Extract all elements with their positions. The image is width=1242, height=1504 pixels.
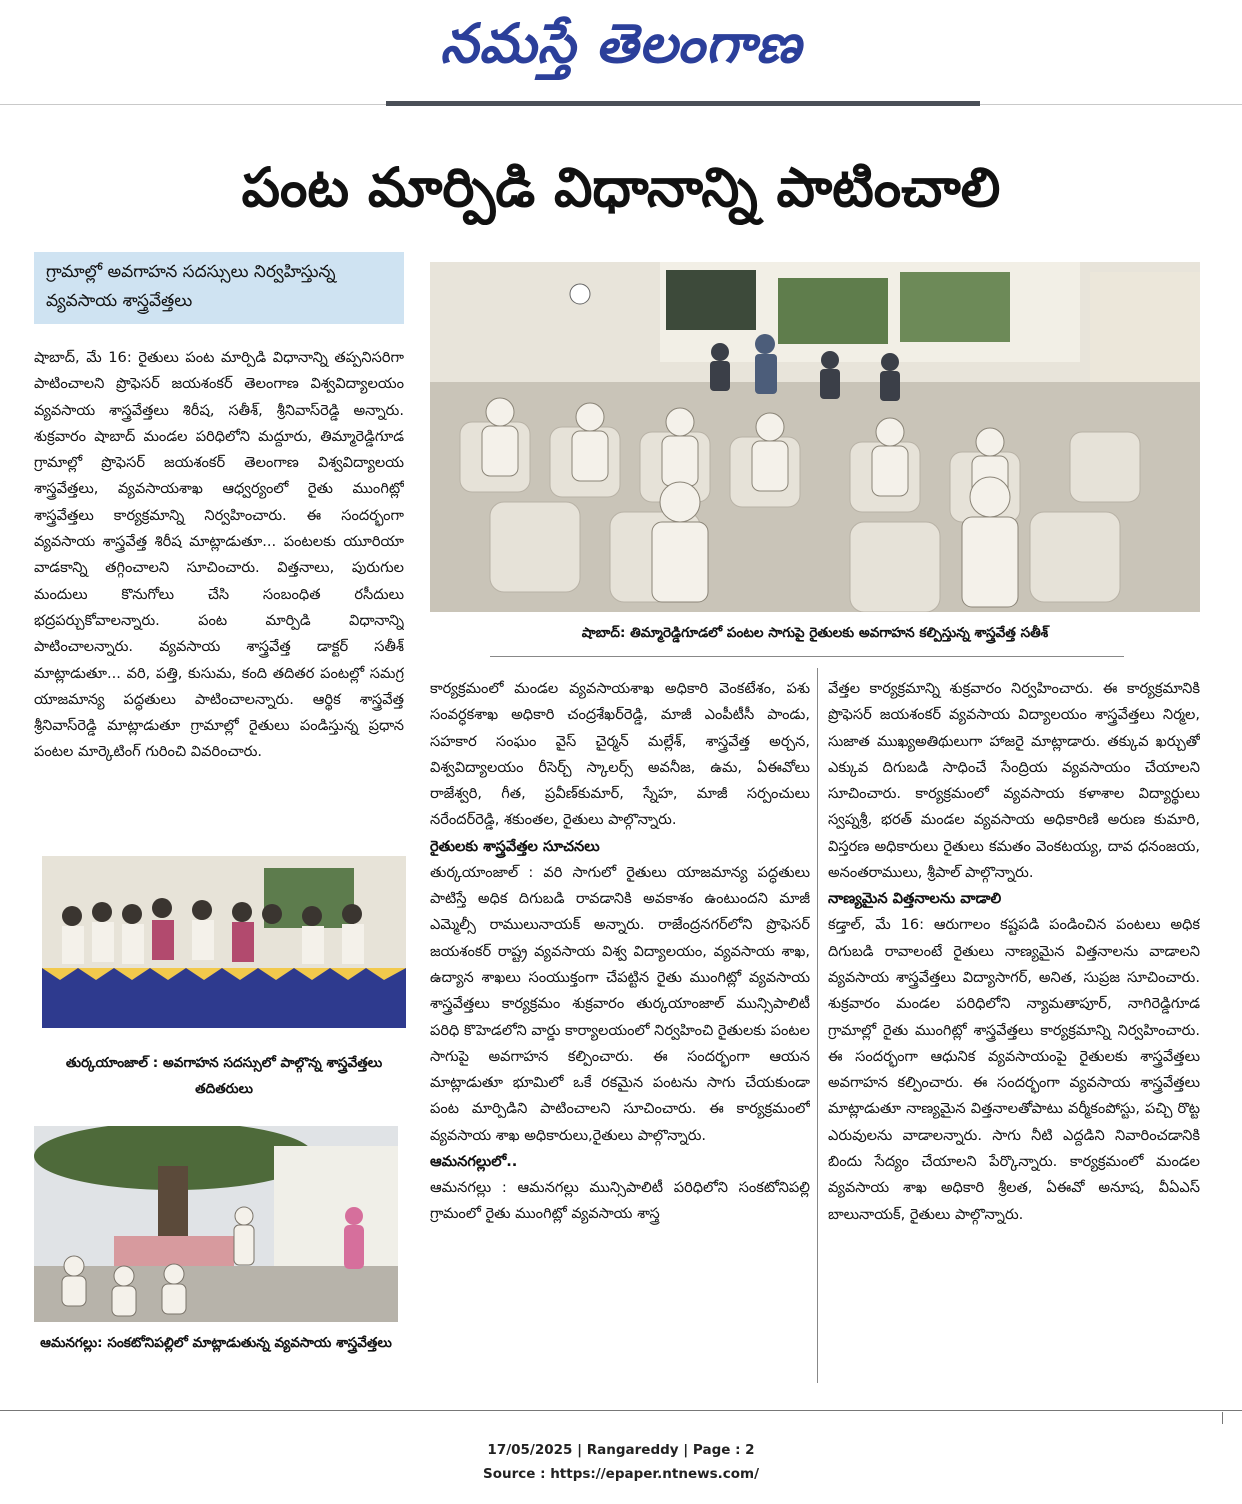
footer <box>0 1438 1242 1486</box>
column-divider <box>817 668 818 1383</box>
main-photo-image <box>430 262 1200 612</box>
photo-amangal-image <box>34 1126 398 1322</box>
photo-turkayamjal <box>42 856 406 1028</box>
column-3-paragraph-2: కడ్తాల్, మే 16: ఆరుగాలం కష్టపడి పండించిన పంటలు అధిక దిగుబడి రావాలంటే రైతులు నాణ్యమైన విత్తనాలను వాడాలని వ్యవసాయ శాస్త్రవేత్తలు విద్యాసాగర్, అనిత, సుప్రజ సూచించారు. శుక్రవారం మండల పరిధిలోని న్యామతాపూర్, నాగిరెడ్డిగూడ గ్రామాల్లో రైతు ముంగిట్లో శాస్త్రవేత్తలు కార్యక్రమాన్ని నిర్వహించారు. ఈ సందర్భంగా ఆధునిక వ్యవసాయంపై రైతులకు శాస్త్రవేత్తలు అవగాహన కల్పించారు. ఈ సందర్భంగా వ్యవసాయ శాస్త్రవేత్తలు మాట్లాడుతూ నాణ్యమైన విత్తనాలతోపాటు వర్మీకంపోస్టు, పచ్చి రొట్ట ఎరువులను వాడాలన్నారు. సాగు నీటి ఎద్దడిని నివారించడానికి బిందు సేద్యం చేయాలని పేర్కొన్నారు. కార్యక్రమంలో మండల వ్యవసాయ శాఖ అధికారి శ్రీలత, ఏఈవో అనూష, వీఏఎస్ బాలునాయక్, రైతులు పాల్గొన్నారు. <box>828 916 1200 1223</box>
photo-turkayamjal-caption: తుర్కయాంజాల్ : అవగాహన సదస్సులో పాల్గొన్న శాస్త్రవేత్తలు తదితరులు <box>65 1055 383 1097</box>
subheadline-box: గ్రామాల్లో అవగాహన సదస్సులు నిర్వహిస్తున్న వ్యవసాయ శాస్త్రవేత్తలు <box>34 252 404 324</box>
headline: పంట మార్పిడి విధానాన్ని పాటించాలి <box>241 156 1001 219</box>
photo-amangal <box>34 1126 398 1322</box>
footer-rule-tick <box>1222 1412 1223 1424</box>
column-2-section-heading-1: రైతులకు శాస్త్రవేత్తల సూచనలు <box>430 837 600 855</box>
footer-source: Source : https://epaper.ntnews.com/ <box>482 1466 760 1482</box>
main-photo-caption: షాబాద్: తిమ్మారెడ్డిగూడలో పంటల సాగుపై రైతులకు అవగాహన కల్పిస్తున్న శాస్త్రవేత్త సతీశ్ <box>581 625 1049 641</box>
masthead <box>0 0 1242 100</box>
article-column-2 <box>430 676 810 1396</box>
column-1-paragraph: షాబాద్, మే 16: రైతులు పంట మార్పిడి విధానాన్ని తప్పనిసరిగా పాటించాలని ప్రొఫెసర్ జయశంకర్ తెలంగాణ విశ్వవిద్యాలయం వ్యవసాయ శాస్త్రవేత్తలు శిరీష, సతీశ్, శ్రీనివాస్‌రెడ్డి అన్నారు. శుక్రవారం షాబాద్ మండల పరిధిలోని మద్దూరు, తిమ్మారెడ్డిగూడ గ్రామాల్లో ప్రొఫెసర్ జయశంకర్ తెలంగాణ విశ్వవిద్యాలయ శాస్త్రవేత్తలు, వ్యవసాయశాఖ ఆధ్వర్యంలో రైతు ముంగిట్లో శాస్త్రవేత్తలు కార్యక్రమాన్ని నిర్వహించారు. ఈ సందర్భంగా వ్యవసాయ శాస్త్రవేత్త శిరీష మాట్లాడుతూ... పంటలకు యూరియా వాడకాన్ని తగ్గించాలని సూచించారు. విత్తనాలు, పురుగుల మందులు కొనుగోలు చేసి సంబంధిత రసీదులు భద్రపర్చుకోవాలన్నారు. పంట మార్పిడి విధానాన్ని పాటించాలన్నారు. వ్యవసాయ శాస్త్రవేత్త డాక్టర్ సతీశ్ మాట్లాడుతూ... వరి, పత్తి, కుసుమ, కంది తదితర పంటల్లో సమగ్ర యాజమాన్య పద్ధతులు పాటించాలన్నారు. ఆర్థిక శాస్త్రవేత్త శ్రీనివాస్‌రెడ్డి మాట్లాడుతూ గ్రామాల్లో రైతులు పండిస్తున్న ప్రధాన పంటల మార్కెటింగ్ గురించి వివరించారు. <box>34 349 404 761</box>
article-column-3 <box>828 676 1200 1376</box>
masthead-rule-accent <box>386 101 980 106</box>
footer-date-edition: 17/05/2025 | Rangareddy | Page : 2 <box>487 1442 755 1458</box>
column-3-paragraph-1: వేత్తల కార్యక్రమాన్ని శుక్రవారం నిర్వహించారు. ఈ కార్యక్రమానికి ప్రొఫెసర్ జయశంకర్ వ్యవసాయ విద్యాలయం శాస్త్రవేత్తలు నిర్మల, సుజాత ముఖ్యఅతిథులుగా హాజరై మాట్లాడారు. తక్కువ ఖర్చుతో ఎక్కువ దిగుబడి సాధించే సేంద్రియ వ్యవసాయం చేయాలని సూచించారు. కార్యక్రమంలో వ్యవసాయ కళాశాల విద్యార్థులు స్వప్నశ్రీ, భరత్ మండల వ్యవసాయ అధికారిణి అరుణ కుమారి, విస్తరణ అధికారులు రైతులు కమతం వెంకటయ్య, దావ ధనంజయ, అనంతరాములు, శ్రీపాల్ పాల్గొన్నారు. <box>828 680 1200 882</box>
caption-divider <box>490 656 1124 657</box>
photo-amangal-caption: ఆమనగల్లు: సంకటోనిపల్లిలో మాట్లాడుతున్న వ్యవసాయ శాస్త్రవేత్తలు <box>40 1335 392 1351</box>
column-2-section-heading-2: ఆమనగల్లులో.. <box>430 1153 518 1171</box>
column-2-paragraph-2: తుర్కయాంజాల్ : వరి సాగులో రైతులు యాజమాన్య పద్ధతులు పాటిస్తే అధిక దిగుబడి రావడానికి అవకాశం ఉంటుందని మాజీ ఎమ్మెల్సీ రాములునాయక్ అన్నారు. రాజేంద్రనగర్‌లోని ప్రొఫెసర్ జయశంకర్ రాష్ట్ర వ్యవసాయ విశ్వ విద్యాలయం, వ్యవసాయ శాఖ, ఉద్యాన శాఖలు సంయుక్తంగా చేపట్టిన రైతు ముంగిట్లో వ్యవసాయ శాస్త్రవేత్తలు కార్యక్రమం శుక్రవారం తుర్కయాంజాల్ మున్సిపాలిటీ పరిధి కొహెడలోని వార్డు కార్యాలయంలో నిర్వహించి రైతులకు పంటల సాగుపై అవగాహన కల్పించారు. ఈ సందర్భంగా ఆయన మాట్లాడుతూ భూమిలో ఒకే రకమైన పంటను సాగు చేయకుండా పంట మార్పిడిని పాటించాలని సూచించారు. ఈ కార్యక్రమంలో వ్యవసాయ శాఖ అధికారులు,రైతులు పాల్గొన్నారు. <box>430 863 810 1144</box>
main-photo <box>430 262 1200 612</box>
column-2-paragraph-3: ఆమనగల్లు : ఆమనగల్లు మున్సిపాలిటీ పరిధిలోని సంకటోనిపల్లి గ్రామంలో రైతు ముంగిట్లో వ్యవసాయ శాస్త్ర <box>430 1179 810 1223</box>
article-column-1 <box>34 345 404 845</box>
column-3-section-heading: నాణ్యమైన విత్తనాలను వాడాలి <box>828 890 1002 908</box>
masthead-logo: నమస్తే తెలంగాణ <box>440 11 802 75</box>
footer-rule <box>0 1410 1242 1411</box>
column-2-paragraph-1: కార్యక్రమంలో మండల వ్యవసాయశాఖ అధికారి వెంకటేశం, పశు సంవర్ధకశాఖ అధికారి చంద్రశేఖర్‌రెడ్డి, మాజీ ఎంపీటీసీ పాండు, సహకార సంఘం వైస్ చైర్మన్ మల్లేశ్, శాస్త్రవేత్త అర్చన, విశ్వవిద్యాలయం రీసెర్చ్ స్కాలర్స్ అవనీజ, ఉమ, ఏఈవోలు రాజేశ్వరి, గీత, ప్రవీణ్‌కుమార్, స్నేహ, మాజీ సర్పంచులు నరేందర్‌రెడ్డి, శకుంతల, రైతులు పాల్గొన్నారు. <box>430 680 810 829</box>
photo-turkayamjal-image <box>42 856 406 1028</box>
